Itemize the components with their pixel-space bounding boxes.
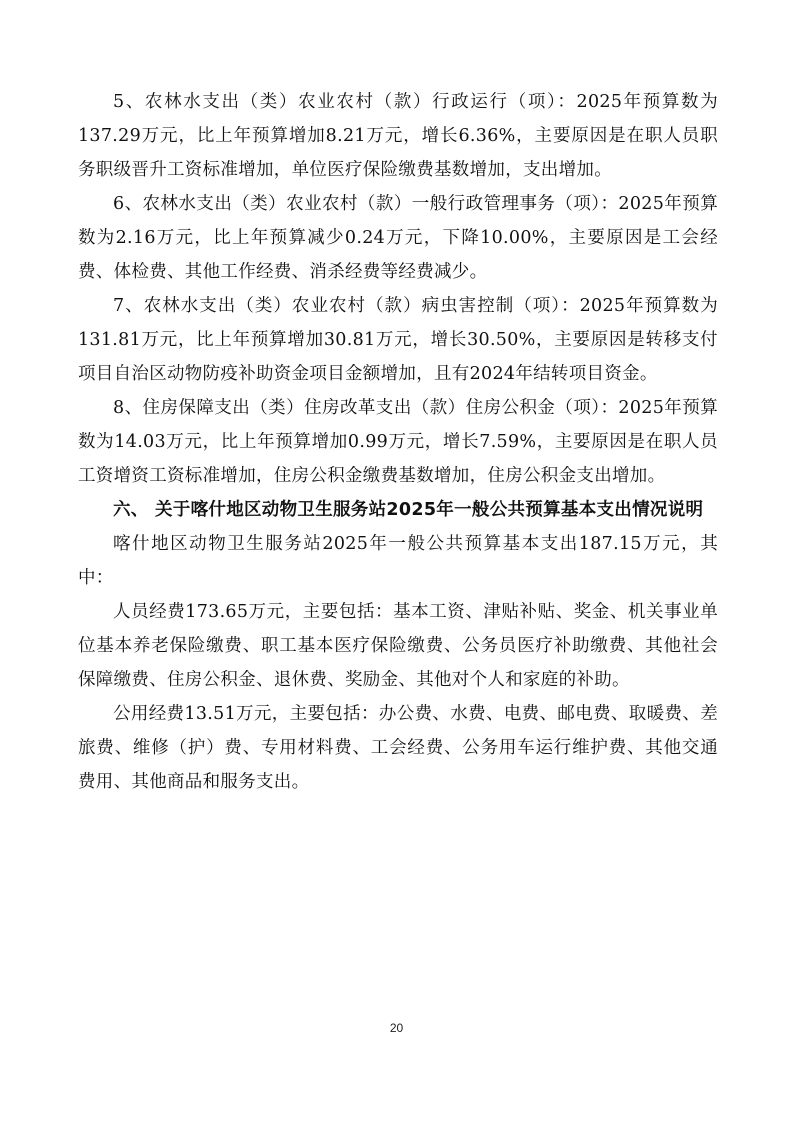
public-expenses-paragraph: 公用经费13.51万元，主要包括：办公费、水费、电费、邮电费、取暖费、差旅费、维修（护）费、专用材料费、工会经费、公务用车运行维护费、其他交通费用、其他商品和服务支出。 [78,704,718,792]
paragraph-item-6: 6、农林水支出（类）农业农村（款）一般行政管理事务（项）：2025年预算数为2.16万元，比上年预算减少0.24万元，下降10.00%，主要原因是工会经费、体检费、其他工作经费、消杀经费等经费减少。 [78,194,718,282]
document-body [78,85,718,799]
paragraph-item-7: 7、农林水支出（类）农业农村（款）病虫害控制（项）：2025年预算数为131.81万元，比上年预算增加30.81万元，增长30.50%，主要原因是转移支付项目自治区动物防疫补助资金项目金额增加，且有2024年结转项目资金。 [78,296,718,384]
paragraph-item-5: 5、农林水支出（类）农业农村（款）行政运行（项）：2025年预算数为137.29万元，比上年预算增加8.21万元，增长6.36%，主要原因是在职人员职务职级晋升工资标准增加，单位医疗保险缴费基数增加，支出增加。 [78,92,718,180]
paragraph-item-8: 8、住房保障支出（类）住房改革支出（款）住房公积金（项）：2025年预算数为14.03万元，比上年预算增加0.99万元，增长7.59%，主要原因是在职人员工资增资工资标准增加，住房公积金缴费基数增加，住房公积金支出增加。 [78,398,718,486]
basic-expenditure-summary: 喀什地区动物卫生服务站2025年一般公共预算基本支出187.15万元，其中： [78,534,718,588]
page-number: 20 [389,1021,404,1035]
personnel-expenses-paragraph: 人员经费173.65万元，主要包括：基本工资、津贴补贴、奖金、机关事业单位基本养老保险缴费、职工基本医疗保险缴费、公务员医疗补助缴费、其他社会保障缴费、住房公积金、退休费、奖励金、其他对个人和家庭的补助。 [78,602,718,690]
section-heading: 六、 关于喀什地区动物卫生服务站2025年一般公共预算基本支出情况说明 [113,500,704,520]
